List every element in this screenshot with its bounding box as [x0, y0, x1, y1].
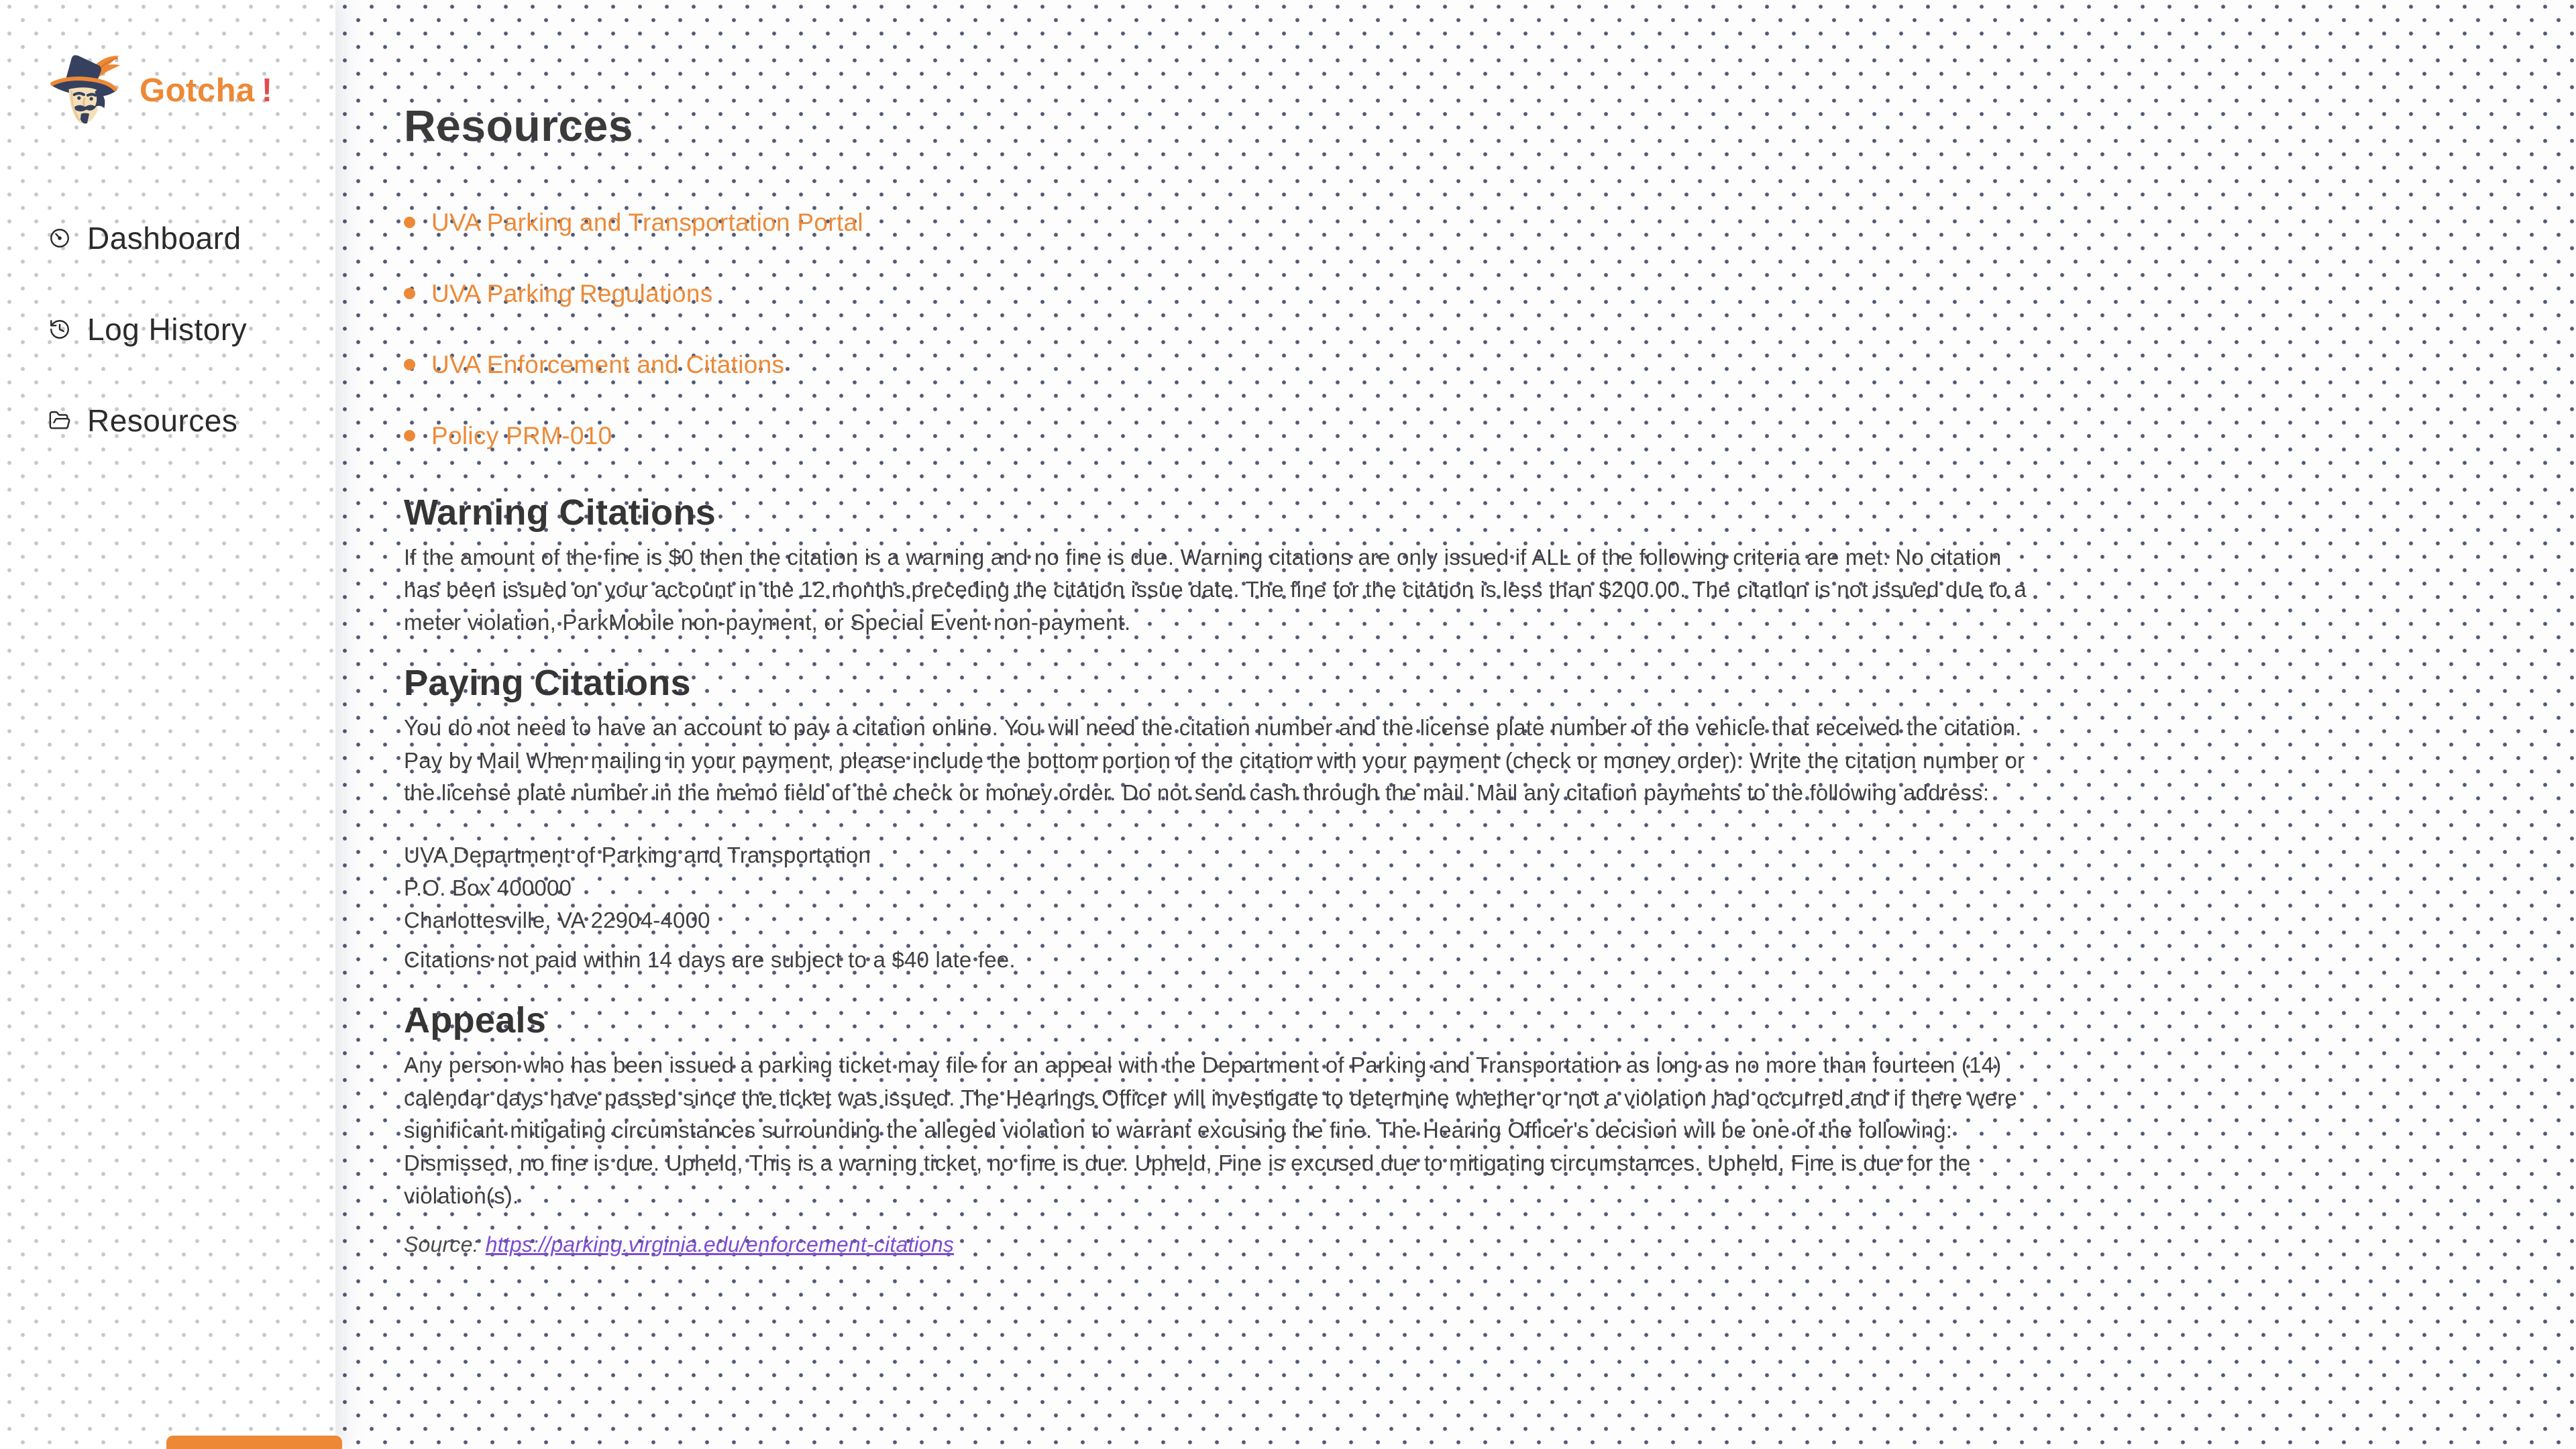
section-title-warning-citations: Warning Citations	[404, 492, 716, 533]
sidebar-item-label: Dashboard	[87, 221, 241, 256]
sidebar-item-log-history[interactable]	[0, 306, 335, 353]
warning-citations-text: If the amount of the fine is $0 then the citation is a warning and no fine is due. Warning citations are only issued if ALL of the following criteria are met: No citation has been issued on your account in the 12 months preceding the citation issue date. The fine for the citation is less than $200.00. The citation is not issued due to a meter violation, ParkMobile non-payment, or Special Event non-payment.	[404, 544, 2027, 635]
bullet-icon	[404, 430, 415, 441]
bullet-icon	[404, 359, 415, 370]
source-label: Source:	[404, 1232, 479, 1257]
source-line	[404, 1232, 2034, 1257]
folder-open-icon	[48, 409, 71, 432]
resource-link-item[interactable]	[404, 278, 2034, 310]
mailing-address	[404, 839, 2034, 937]
resource-link-item[interactable]	[404, 349, 2034, 381]
section-title-appeals: Appeals	[404, 1000, 547, 1041]
sidebar-item-resources[interactable]	[0, 397, 335, 444]
paying-citations-text-mail: Pay by Mail When mailing in your payment, please include the bottom portion of the citation with your payment (check or money order). Write the citation number or the license plate number in the memo field of the check or money order. Do not send cash through the mail. Mail any citation payments to the following address:	[404, 747, 2025, 806]
history-icon	[48, 318, 71, 341]
link-policy-prm-010[interactable]: Policy PRM-010	[431, 421, 612, 449]
page-title: Resources	[404, 101, 634, 150]
sidebar	[0, 0, 335, 1449]
source-url-link[interactable]: https://parking.virginia.edu/enforcement-citations	[485, 1232, 955, 1257]
gauge-icon	[48, 227, 71, 250]
sidebar-item-label: Log History	[87, 312, 248, 347]
bottom-accent-bar	[166, 1436, 342, 1449]
resource-links	[404, 207, 2034, 452]
link-uva-parking-portal[interactable]: UVA Parking and Transportation Portal	[431, 208, 863, 236]
link-uva-enforcement-citations[interactable]: UVA Enforcement and Citations	[431, 350, 785, 378]
sidebar-nav	[0, 215, 335, 488]
mascot-icon	[47, 48, 129, 133]
brand-name: Gotcha	[140, 72, 255, 109]
sidebar-item-dashboard[interactable]	[0, 215, 335, 262]
late-fee-text: Citations not paid within 14 days are subject to a $40 late fee.	[404, 947, 1016, 972]
bullet-icon	[404, 217, 415, 228]
address-line: P.O. Box 400000	[404, 875, 572, 900]
brand-logo[interactable]	[0, 0, 335, 133]
paying-citations-text-online: You do not need to have an account to pay a citation online. You will need the citation number and the license plate number of the vehicle that received the citation.	[404, 715, 2022, 741]
link-uva-parking-regulations[interactable]: UVA Parking Regulations	[431, 279, 713, 307]
resource-link-item[interactable]	[404, 207, 2034, 239]
resource-link-item[interactable]	[404, 420, 2034, 452]
brand-title	[140, 72, 273, 109]
address-line: UVA Department of Parking and Transportation	[404, 843, 871, 868]
section-title-paying-citations: Paying Citations	[404, 663, 691, 704]
address-line: Charlottesville, VA 22904-4000	[404, 908, 710, 933]
bullet-icon	[404, 288, 415, 299]
sidebar-item-label: Resources	[87, 403, 238, 438]
brand-bang: !	[261, 72, 273, 109]
main-content	[335, 0, 2576, 1449]
appeals-text: Any person who has been issued a parking ticket may file for an appeal with the Department of Parking and Transportation as long as no more than fourteen (14) calendar days have passed since the ticket was issued. The Hearings Officer will investigate to determine whether or not a violation had occurred and if there were significant mitigating circumstances surrounding the alleged violation to warrant excusing the fine. The Hearing Officer's decision will be one of the following: Dismissed, no fine is due. Upheld, This is a warning ticket, no fine is due. Upheld, Fine is excused due to mitigating circumstances. Upheld, Fine is due for the violation(s).	[404, 1053, 2017, 1208]
